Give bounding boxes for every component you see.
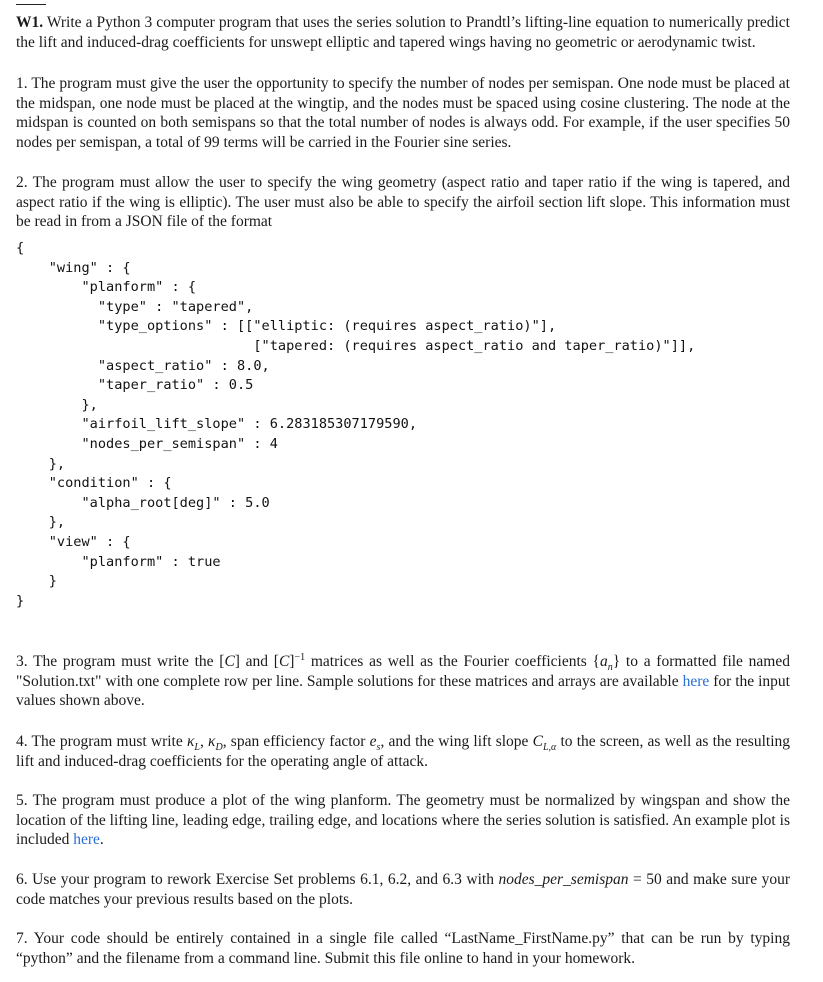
code-line: "alpha_root[deg]" : 5.0	[16, 494, 270, 511]
item-5-number: 5.	[16, 792, 28, 809]
item-7-number: 7.	[16, 930, 28, 947]
matrix-c-symbol: C	[278, 653, 290, 670]
subscript: L,α	[542, 742, 557, 754]
code-line: ["tapered: (requires aspect_ratio and taper_ratio)"]],	[16, 337, 696, 354]
item-4-text: The program must write	[31, 733, 187, 750]
span-efficiency-symbol: e	[369, 733, 377, 750]
code-line: "type_options" : [["elliptic: (requires aspect_ratio)"],	[16, 318, 557, 335]
code-line: "nodes_per_semispan" : 4	[16, 435, 278, 452]
fourier-coefficient-symbol: a	[599, 653, 608, 670]
item-2-number: 2.	[16, 174, 28, 191]
item-3-text: matrices as well as the Fourier coefficients {	[305, 653, 600, 670]
item-4-text: , and the wing lift slope	[380, 733, 533, 750]
item-3-text: for the input values shown above.	[16, 672, 790, 709]
item-5-text: .	[99, 831, 104, 848]
subscript: D	[215, 742, 223, 754]
subscript-n: n	[607, 662, 613, 674]
code-line: },	[16, 514, 66, 531]
kappa-d-symbol: κ	[208, 733, 216, 750]
top-rule	[16, 4, 46, 5]
item-6-number: 6.	[16, 871, 28, 888]
item-4: 4. The program must write $\kappa_L$, $\kappa_D$, span efficiency factor $e_s$, and the wing lift slope $C_{L,\alpha}$ to the screen, as well as the resulting lift and induced-drag coefficients for the operating angle of attack.	[16, 733, 791, 770]
nodes-per-semispan-variable: nodes_per_semispan	[498, 871, 629, 888]
item-2	[16, 173, 790, 232]
item-6-text: = 50 and make sure your code matches your previous results based on the plots.	[16, 871, 791, 908]
intro-text: Write a Python 3 computer program that uses the series solution to Prandtl’s lifting-line equation to numerically predict the lift and induced-drag coefficients for unswept elliptic and tapered wings having no geometric or aerodynamic twist.	[16, 14, 790, 51]
item-4-number: 4.	[16, 733, 28, 750]
code-line: "type" : "tapered",	[16, 298, 254, 315]
item-4-text: , span efficiency factor	[222, 733, 370, 750]
code-line: "aspect_ratio" : 8.0,	[16, 357, 270, 374]
item-3-text: ]	[289, 653, 295, 670]
code-line: "wing" : {	[16, 259, 131, 276]
item-1	[16, 74, 790, 152]
item-3-number: 3.	[16, 653, 28, 670]
item-7	[16, 929, 790, 968]
item-6	[16, 870, 790, 909]
item-1-number: 1.	[16, 75, 28, 92]
code-line: "airfoil_lift_slope" : 6.283185307179590,	[16, 416, 418, 433]
item-6-text: Use your program to rework Exercise Set problems 6.1, 6.2, and 6.3 with	[32, 871, 499, 888]
item-3	[16, 652, 790, 711]
item-3-text: ] and [	[234, 653, 279, 670]
item-2-text: The program must allow the user to specify the wing geometry (aspect ratio and taper ratio if the wing is tapered, and aspect ratio if the wing is elliptic). The user must also be able to specify the airfoil section lift slope. This information must be read in from a JSON file of the format	[16, 174, 790, 230]
lift-slope-symbol: C	[532, 733, 543, 750]
item-7-text: Your code should be entirely contained in a single file called “LastName_FirstName.py” that can be run by typing “python” and the filename from a command line. Submit this file online to hand in your homework.	[16, 930, 790, 967]
kappa-l-symbol: κ	[186, 733, 195, 750]
code-line: {	[16, 240, 25, 256]
code-line: "planform" : true	[16, 553, 221, 570]
intro-paragraph	[16, 13, 790, 52]
code-line: }	[16, 573, 57, 590]
code-line: },	[16, 455, 66, 472]
item-5	[16, 791, 790, 850]
matrix-c-symbol: C	[224, 653, 235, 670]
code-line: },	[16, 396, 98, 413]
subscript: L	[194, 742, 200, 754]
code-line: }	[16, 592, 25, 609]
item-4-text: to the screen, as well as the resulting lift and induced-drag coefficients for the operating angle of attack.	[16, 733, 791, 770]
solutions-link[interactable]: here	[682, 672, 710, 690]
code-line: "taper_ratio" : 0.5	[16, 377, 254, 394]
code-line: "view" : {	[16, 533, 131, 550]
subscript: s	[376, 742, 381, 754]
example-plot-link[interactable]: here	[73, 831, 100, 848]
json-code-block	[16, 239, 796, 611]
item-3-text: } to a formatted file named "Solution.txt" with one complete row per line. Sample solutions for these matrices and arrays are available	[16, 653, 790, 690]
code-line: "condition" : {	[16, 475, 172, 492]
problem-label: W1.	[16, 14, 44, 31]
code-line: "planform" : {	[16, 279, 197, 296]
inverse-superscript: −1	[294, 651, 306, 663]
item-5-text: The program must produce a plot of the wing planform. The geometry must be normalized by wingspan and show the location of the lifting line, leading edge, trailing edge, and locations where the series solution is satisfied. An example plot is included	[16, 792, 790, 848]
item-3-text: The program must write the [	[33, 653, 225, 670]
item-1-text: The program must give the user the opportunity to specify the number of nodes per semispan. One node must be placed at the midspan, one node must be placed at the wingtip, and the nodes must be spaced using cosine clustering. The node at the midspan is counted on both semispans so that the total number of nodes is always odd. For example, if the user specifies 50 nodes per semispan, a total of 99 terms will be carried in the Fourier sine series.	[16, 75, 790, 151]
